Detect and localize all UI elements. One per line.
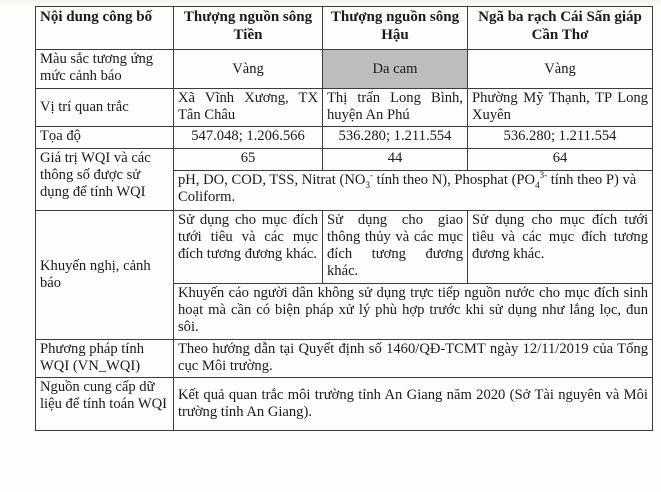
table-row-location (36, 89, 653, 127)
location-song-hau: Thị trấn Long Bình, huyện An Phú (323, 89, 468, 127)
location-cai-san: Phường Mỹ Thạnh, TP Long Xuyên (468, 89, 653, 127)
wqi-value-song-tien: 65 (174, 149, 323, 171)
wqi-params-po4-sup: 3- (539, 170, 548, 181)
header-content-label: Nội dung công bố (36, 7, 174, 50)
data-source-description: Kết quả quan trắc môi trường tỉnh An Giang năm 2020 (Sở Tài nguyên và Môi trường tỉnh An Giang). (174, 378, 653, 431)
row-label-method: Phương pháp tính WQI (VN_WQI) (36, 340, 174, 378)
wqi-params-text-1: pH, DO, COD, TSS, Nitrat (NO (178, 172, 366, 188)
row-label-wqi: Giá trị WQI và các thông số được sử dụng để tính WQI (36, 149, 174, 211)
table-row-method (36, 340, 653, 378)
table-row-data-source (36, 378, 653, 431)
coordinates-song-tien: 547.048; 1.206.566 (174, 127, 323, 149)
table-row-warning-color (36, 50, 653, 89)
row-label-recommendation: Khuyến nghị, cảnh báo (36, 211, 174, 340)
row-label-coordinates: Tọa độ (36, 127, 174, 149)
coordinates-cai-san: 536.280; 1.211.554 (468, 127, 653, 149)
wqi-params-no3-sup: - (369, 170, 373, 181)
wqi-params-no3-sub: 3 (365, 179, 370, 190)
header-song-tien: Thượng nguồn sông Tiền (174, 7, 323, 50)
wqi-value-song-hau: 44 (323, 149, 468, 171)
row-label-warning-color: Màu sắc tương ứng mức cảnh báo (36, 50, 174, 89)
row-label-location: Vị trí quan trắc (36, 89, 174, 127)
table-row-wqi-values (36, 149, 653, 171)
wqi-value-cai-san: 64 (468, 149, 653, 171)
wqi-announcement-table (35, 6, 653, 431)
warning-color-song-hau: Da cam (323, 50, 468, 89)
header-cai-san: Ngã ba rạch Cái Sấn giáp Cần Thơ (468, 7, 653, 50)
header-song-hau: Thượng nguồn sông Hậu (323, 7, 468, 50)
warning-color-cai-san: Vàng (468, 50, 653, 89)
recommendation-cai-san: Sử dụng cho mục đích tưới tiêu và các mục đích tương đương khác. (468, 211, 653, 284)
table-row-coordinates (36, 127, 653, 149)
warning-color-song-tien: Vàng (174, 50, 323, 89)
table-row-recommendation (36, 211, 653, 284)
general-warning: Khuyến cáo người dân không sử dụng trực tiếp nguồn nước cho mục đích sinh hoạt mà cần có biện pháp xử lý phù hợp trước khi sử dụng như lắng lọc, đun sôi. (174, 284, 653, 340)
location-song-tien: Xã Vĩnh Xương, TX Tân Châu (174, 89, 323, 127)
wqi-params-text-3: tính theo P) và Coliform. (178, 172, 637, 205)
wqi-params-po4-sub: 4 (535, 179, 540, 190)
method-description: Theo hướng dẫn tại Quyết định số 1460/QĐ-TCMT ngày 12/11/2019 của Tổng cục Môi trường. (174, 340, 653, 378)
recommendation-song-tien: Sử dụng cho mục đích tưới tiêu và các mục đích tương đương khác. (174, 211, 323, 284)
coordinates-song-hau: 536.280; 1.211.554 (323, 127, 468, 149)
recommendation-song-hau: Sử dụng cho giao thông thủy và các mục đích tương đương khác. (323, 211, 468, 284)
wqi-parameters (174, 171, 653, 211)
table-header-row (36, 7, 653, 50)
wqi-params-text-2: tính theo N), Phosphat (PO (372, 172, 536, 188)
row-label-data-source: Nguồn cung cấp dữ liệu để tính toán WQI (36, 378, 174, 431)
